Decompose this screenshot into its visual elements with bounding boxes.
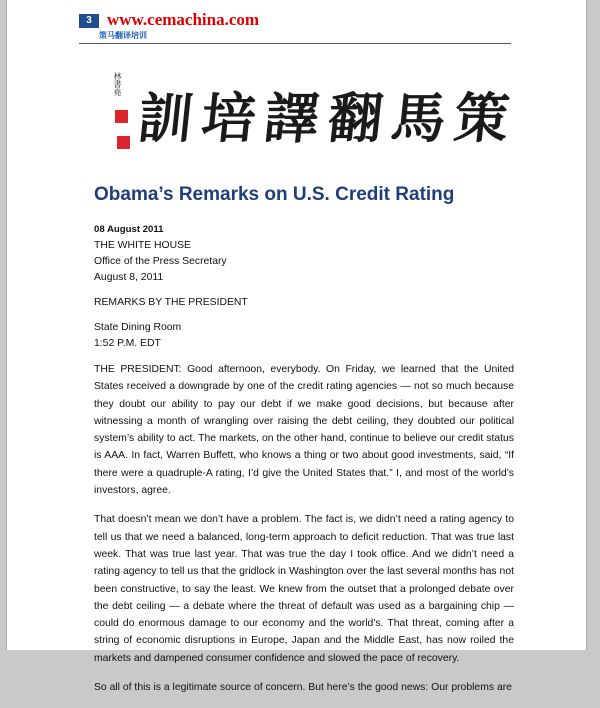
meta-line: August 8, 2011 bbox=[94, 272, 164, 283]
calligraphy-char: 訓 bbox=[135, 85, 196, 150]
calligraphy-char: 策 bbox=[451, 85, 512, 150]
paragraph: So all of this is a legitimate source of concern. But here’s the good news: Our problems are bbox=[94, 682, 512, 694]
remarks-heading: REMARKS BY THE PRESIDENT bbox=[94, 297, 248, 308]
red-seal-stamp bbox=[117, 136, 130, 149]
article-date: 08 August 2011 bbox=[94, 224, 164, 235]
paragraph: THE PRESIDENT: Good afternoon, everybody. On Friday, we learned that the United States received a downgrade by one of the credit rating agencies — not so much because they doubt our ability to pay our debt if we make good decisions, but because after witnessing a month of wrangling over raising the debt ceiling, they doubted our political system’s ability to act. The markets, on the other hand, continue to believe our credit status is AAA. In fact, Warren Buffett, who knows a thing or two about good investments, said, “If there were a quadruple-A rating, I’d give the United States that.” I, and most of the world’s investors, agree. bbox=[94, 364, 514, 497]
calligraphy-banner bbox=[87, 64, 512, 166]
brand-subtitle: 策马翻译培训 bbox=[99, 31, 147, 40]
calligraphy-char: 馬 bbox=[388, 85, 449, 150]
article-title: Obama’s Remarks on U.S. Credit Rating bbox=[94, 184, 455, 205]
document-page bbox=[7, 0, 586, 694]
page-header bbox=[79, 12, 511, 46]
meta-line: THE WHITE HOUSE bbox=[94, 240, 191, 251]
site-url: www.cemachina.com bbox=[107, 10, 260, 29]
calligraphy-characters bbox=[135, 64, 512, 164]
vertical-scrollbar[interactable] bbox=[590, 0, 600, 650]
calligraphy-char: 譯 bbox=[261, 85, 323, 150]
calligraphy-char: 翻 bbox=[324, 85, 386, 150]
meta-line: Office of the Press Secretary bbox=[94, 256, 227, 267]
page-number: 3 bbox=[79, 14, 99, 28]
time-line: 1:52 P.M. EDT bbox=[94, 338, 161, 349]
article-body bbox=[94, 222, 514, 708]
calligraphy-signature: 林書堯 bbox=[113, 72, 122, 96]
calligraphy-char: 培 bbox=[198, 85, 260, 150]
paragraph: That doesn’t mean we don’t have a problem. The fact is, we didn’t need a rating agency to tell us that we need a balanced, long-term approach to deficit reduction. That was true last week. That was true last year. That was true the day I took office. And we didn’t need a rating agency to tell us that the gridlock in Washington over the last several months has not been constructive, to say the least. We knew from the outset that a prolonged debate over the debt ceiling — a debate where the threat of default was used as a bargaining chip — could do enormous damage to our economy and the world’s. That threat, coming after a string of economic disruptions in Europe, Japan and the Middle East, has now roiled the markets and dampened consumer confidence and slowed the pace of recovery. bbox=[94, 514, 514, 664]
header-divider bbox=[79, 43, 511, 44]
location-line: State Dining Room bbox=[94, 322, 182, 333]
red-seal-stamp bbox=[115, 110, 128, 123]
